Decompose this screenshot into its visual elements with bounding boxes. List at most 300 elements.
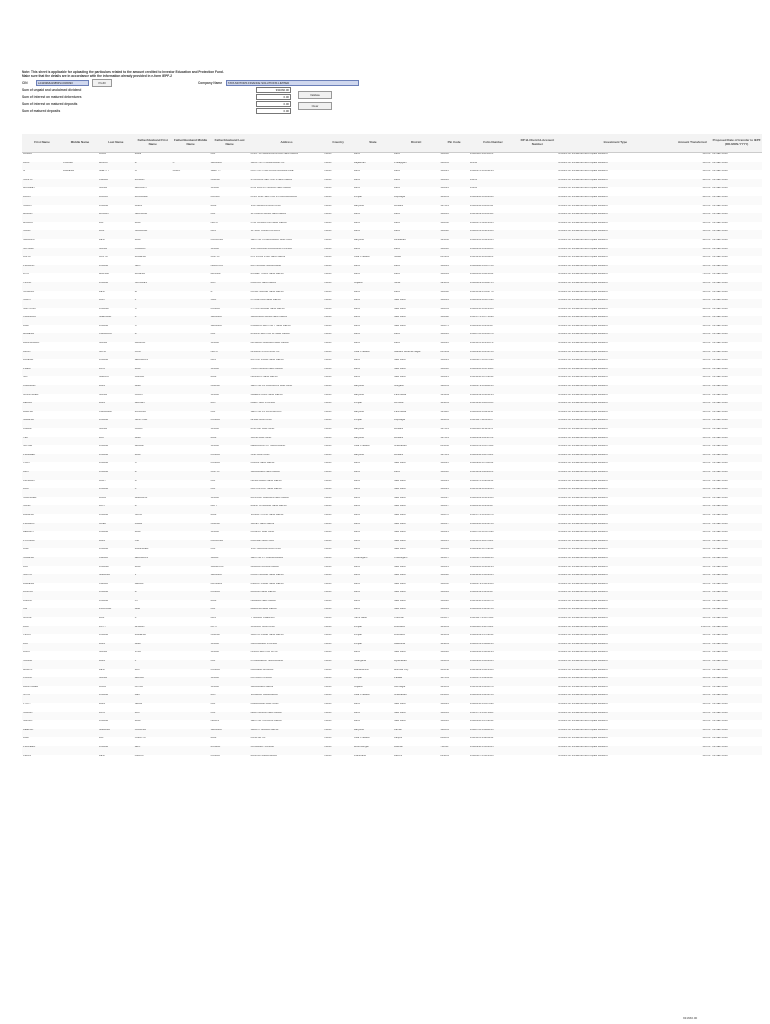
table-row[interactable] bbox=[22, 248, 762, 257]
table-cell: Delhi bbox=[353, 479, 360, 482]
table-row[interactable] bbox=[22, 720, 762, 729]
table-cell: RAKESH bbox=[23, 513, 34, 516]
table-cell bbox=[62, 600, 98, 609]
table-row[interactable] bbox=[22, 376, 762, 385]
table-cell: IN301151-14901234 bbox=[469, 737, 494, 740]
table-row[interactable] bbox=[22, 540, 762, 549]
table-cell: PRAKASH bbox=[98, 608, 134, 617]
table-cell bbox=[517, 162, 557, 171]
table-cell: DATT bbox=[210, 505, 250, 514]
table-cell: SUKHDEV bbox=[134, 282, 172, 291]
table-cell: RAM bbox=[210, 204, 217, 207]
table-cell: Mumbai City bbox=[393, 668, 409, 671]
table-cell: LAL bbox=[210, 213, 250, 222]
table-row[interactable] bbox=[22, 471, 762, 480]
table-cell: KUMAR bbox=[98, 204, 109, 207]
table-cell: JAGAT bbox=[134, 428, 143, 430]
table-row[interactable] bbox=[22, 282, 762, 291]
table-cell bbox=[62, 643, 98, 652]
table-cell: SWAROOP bbox=[210, 565, 225, 568]
table-cell: 03-SEP-2022 bbox=[712, 290, 728, 293]
table-row[interactable] bbox=[22, 291, 762, 300]
table-cell: New Delhi bbox=[393, 376, 406, 379]
table-row[interactable] bbox=[22, 299, 762, 308]
table-row[interactable] bbox=[22, 514, 762, 523]
table-cell: Delhi bbox=[393, 170, 400, 173]
table-cell: INDIA bbox=[324, 668, 332, 671]
table-cell: S bbox=[134, 324, 137, 327]
table-cell: 150.00 bbox=[673, 230, 711, 239]
table-cell bbox=[62, 342, 98, 351]
table-cell: IN301209-10045561 bbox=[469, 213, 517, 222]
table-cell bbox=[172, 273, 210, 282]
table-row[interactable] bbox=[22, 402, 762, 411]
table-cell bbox=[172, 694, 210, 703]
table-cell bbox=[517, 153, 557, 162]
table-cell: 143001 bbox=[439, 402, 469, 411]
table-row[interactable] bbox=[22, 480, 762, 489]
prefill-button[interactable]: Prefill bbox=[92, 79, 112, 87]
table-row[interactable] bbox=[22, 462, 762, 471]
table-cell: 150.00 bbox=[702, 634, 711, 637]
table-cell: Amount for unclaimed and unpaid dividend bbox=[558, 496, 608, 499]
table-cell: New Delhi bbox=[393, 591, 439, 600]
table-row[interactable] bbox=[22, 523, 762, 532]
table-cell: 03-SEP-2022 bbox=[712, 307, 728, 310]
table-cell: 110085 bbox=[439, 333, 469, 342]
table-cell: NATH bbox=[98, 351, 134, 360]
table-cell bbox=[172, 497, 210, 506]
table-row[interactable] bbox=[22, 746, 762, 755]
table-cell: Amount for unclaimed and unpaid dividend bbox=[558, 290, 608, 293]
table-cell: INDIA bbox=[323, 196, 353, 205]
table-cell: SURESH bbox=[22, 557, 62, 566]
table-cell: 150.00 bbox=[673, 591, 711, 600]
table-cell: Amount for unclaimed and unpaid dividend bbox=[558, 531, 608, 534]
table-cell: IN300940-10456789 bbox=[469, 351, 517, 360]
table-cell: 03-SEP-2022 bbox=[712, 496, 728, 499]
table-row[interactable] bbox=[22, 325, 762, 334]
table-cell: IN300450-14567890 bbox=[469, 703, 494, 705]
table-cell bbox=[172, 583, 210, 592]
table-cell: GANGA bbox=[134, 376, 145, 379]
table-cell: NARESH bbox=[22, 419, 62, 428]
table-cell: Panchkula bbox=[393, 393, 407, 396]
table-row[interactable] bbox=[22, 454, 762, 463]
table-row[interactable] bbox=[22, 351, 762, 360]
table-cell: R bbox=[134, 591, 172, 600]
table-cell: 121006 bbox=[440, 238, 449, 241]
table-cell: PRAKASH bbox=[210, 238, 223, 241]
table-cell: IN300394-11678901 bbox=[469, 454, 517, 463]
table-cell: KUMAR bbox=[98, 720, 109, 723]
table-cell: 110041 bbox=[440, 376, 449, 379]
table-cell: IN301209-14123456 bbox=[469, 668, 494, 671]
table-row[interactable] bbox=[22, 437, 762, 446]
table-cell: Amount for unclaimed and unpaid dividend bbox=[557, 333, 673, 342]
table-cell bbox=[172, 480, 210, 489]
table-cell bbox=[172, 660, 210, 669]
table-cell: LAL bbox=[210, 479, 216, 482]
table-cell: INDIA bbox=[323, 265, 353, 274]
table-row[interactable] bbox=[22, 316, 762, 325]
table-row[interactable] bbox=[22, 677, 762, 686]
table-cell bbox=[172, 746, 210, 755]
table-cell: PRADEEP bbox=[22, 454, 62, 463]
table-cell: 150.00 bbox=[702, 703, 711, 705]
table-cell: SINGH bbox=[210, 643, 250, 652]
table-row[interactable] bbox=[22, 187, 762, 196]
column-header: Country bbox=[323, 134, 353, 153]
table-cell: 110075 bbox=[440, 324, 449, 327]
table-row[interactable] bbox=[22, 213, 762, 222]
table-cell: SECTOR 4 ROHINI DELHI bbox=[250, 720, 282, 723]
table-cell: INDIA bbox=[323, 505, 353, 514]
table-cell: Amount for unclaimed and unpaid dividend bbox=[557, 454, 673, 463]
table-cell: SINGH bbox=[210, 342, 219, 345]
table-cell bbox=[172, 703, 210, 712]
table-row[interactable] bbox=[22, 634, 762, 643]
table-row[interactable] bbox=[22, 626, 762, 635]
table-row[interactable] bbox=[22, 755, 762, 764]
table-row[interactable] bbox=[22, 256, 762, 265]
table-cell: SURINDER bbox=[23, 496, 37, 499]
table-row[interactable] bbox=[22, 273, 762, 282]
table-cell: MANJEET bbox=[23, 187, 36, 190]
table-cell: M bbox=[134, 290, 137, 293]
table-cell: Amount for unclaimed and unpaid dividend bbox=[558, 668, 608, 671]
table-cell: C-45 JANAKPURI NEW DELHI bbox=[250, 221, 287, 224]
table-row[interactable] bbox=[22, 729, 762, 738]
table-row[interactable] bbox=[22, 548, 762, 557]
table-cell: 208001 bbox=[440, 737, 449, 740]
table-cell: INDIA bbox=[324, 152, 332, 155]
table-cell: 03-SEP-2022 bbox=[712, 204, 728, 207]
table-row[interactable] bbox=[22, 239, 762, 248]
table-cell bbox=[172, 454, 210, 463]
table-cell: INDIA bbox=[323, 677, 353, 686]
table-row[interactable] bbox=[22, 205, 762, 214]
table-cell: Punjab bbox=[353, 626, 393, 635]
table-cell: INDIA bbox=[324, 565, 332, 568]
table-cell: PRAVEEN bbox=[22, 746, 62, 755]
table-cell bbox=[517, 523, 557, 532]
table-row[interactable] bbox=[22, 669, 762, 678]
table-cell: MAHESH bbox=[22, 333, 62, 342]
table-cell: DAS bbox=[210, 359, 216, 362]
table-row[interactable] bbox=[22, 265, 762, 274]
table-cell: 110032 bbox=[439, 471, 469, 480]
column-header: Father/Husband Last Name bbox=[210, 134, 250, 153]
table-row[interactable] bbox=[22, 600, 762, 609]
table-row[interactable] bbox=[22, 591, 762, 600]
table-cell: 03-SEP-2022 bbox=[712, 170, 728, 173]
table-cell bbox=[62, 583, 98, 592]
table-row[interactable] bbox=[22, 153, 762, 162]
table-cell: INDIA bbox=[324, 170, 332, 173]
instruction-note-1: Note: This sheet is applicable for uploading the particulars related to the amount credited to Investor Education and Protection Fund. bbox=[22, 70, 224, 74]
table-row[interactable] bbox=[22, 342, 762, 351]
table-cell: DAS bbox=[210, 617, 216, 620]
table-cell: Amount for unclaimed and unpaid dividend bbox=[557, 746, 673, 755]
table-cell: 03-SEP-2022 bbox=[712, 651, 728, 654]
table-cell: BISHAN bbox=[134, 626, 172, 635]
table-cell bbox=[172, 205, 210, 214]
table-cell: Delhi bbox=[353, 316, 393, 325]
table-cell: Jamnagar bbox=[393, 685, 406, 688]
table-cell: 150.00 bbox=[702, 651, 711, 654]
table-cell bbox=[517, 514, 557, 523]
table-cell bbox=[517, 497, 557, 506]
table-row[interactable] bbox=[22, 694, 762, 703]
table-cell: Amount for unclaimed and unpaid dividend bbox=[557, 402, 673, 411]
table-cell: Bhiwani bbox=[393, 454, 439, 463]
table-cell: IN300940-15012345 bbox=[469, 746, 517, 755]
table-cell: AASHA bbox=[23, 152, 32, 155]
table-cell: LAL bbox=[210, 410, 216, 413]
table-row[interactable] bbox=[22, 643, 762, 652]
table-cell: 03-SEP-2022 bbox=[711, 694, 762, 703]
table-cell: JIT bbox=[134, 599, 139, 602]
table-row[interactable] bbox=[22, 428, 762, 437]
table-cell: Haryana bbox=[353, 454, 393, 463]
table-cell: New Delhi bbox=[393, 462, 406, 465]
table-cell: Haryana bbox=[353, 393, 364, 396]
table-cell: Delhi bbox=[353, 333, 393, 342]
table-row[interactable] bbox=[22, 394, 762, 403]
table-row[interactable] bbox=[22, 608, 762, 617]
table-cell: DILSHAD GARDEN NEW DELHI bbox=[250, 342, 289, 345]
table-cell bbox=[517, 703, 557, 712]
clear-button[interactable]: Clear bbox=[298, 102, 332, 110]
table-cell: RAJESH bbox=[134, 273, 145, 276]
table-cell: INDIA bbox=[323, 694, 353, 703]
table-cell: DAS bbox=[210, 230, 250, 239]
table-cell bbox=[172, 462, 210, 471]
table-cell bbox=[517, 480, 557, 489]
table-cell: 150.00 bbox=[673, 162, 711, 171]
table-cell: Amount for unclaimed and unpaid dividend bbox=[557, 677, 673, 686]
table-row[interactable] bbox=[22, 222, 762, 231]
table-cell: Amount for unclaimed and unpaid dividend bbox=[558, 462, 608, 465]
table-cell: 03-SEP-2022 bbox=[711, 608, 762, 617]
table-cell: 141003 bbox=[440, 634, 449, 637]
table-cell: Delhi bbox=[393, 213, 439, 222]
table-row[interactable] bbox=[22, 308, 762, 317]
table-cell: 150.00 bbox=[673, 694, 711, 703]
table-cell: SUBHASH bbox=[134, 230, 172, 239]
table-cell: Amount for unclaimed and unpaid dividend bbox=[557, 523, 673, 532]
table-cell: IN300484-13456789 bbox=[469, 608, 517, 617]
table-cell bbox=[517, 462, 557, 471]
table-cell: SONIPAT HARYANA bbox=[250, 626, 324, 635]
table-cell bbox=[62, 376, 98, 385]
table-cell: SINGH bbox=[98, 342, 108, 345]
table-cell: MALVIYA NAGAR NEW DELHI bbox=[250, 505, 324, 514]
table-cell: Kanpur bbox=[393, 737, 403, 740]
table-cell: Amount for unclaimed and unpaid dividend bbox=[557, 265, 673, 274]
table-cell bbox=[517, 737, 557, 746]
table-cell: NARAIN bbox=[98, 376, 109, 379]
table-cell bbox=[172, 230, 210, 239]
table-cell: HARI bbox=[134, 385, 172, 394]
table-cell: SIRSA HARYANA bbox=[250, 437, 324, 446]
table-cell bbox=[172, 179, 210, 188]
table-cell: Amount for unclaimed and unpaid dividend bbox=[558, 410, 608, 413]
table-cell: HARI NAGAR NEW DELHI bbox=[250, 712, 324, 721]
table-row[interactable] bbox=[22, 617, 762, 626]
table-row[interactable] bbox=[22, 566, 762, 575]
table-cell: KUMAR bbox=[210, 419, 250, 428]
table-cell: 150.00 bbox=[702, 256, 711, 259]
table-row[interactable] bbox=[22, 583, 762, 592]
table-cell: INDIA bbox=[324, 359, 332, 362]
table-cell: SHAKTI NAGAR DELHI bbox=[250, 729, 324, 738]
table-cell: HISAR HARYANA bbox=[250, 419, 324, 428]
table-cell: Amount for unclaimed and unpaid dividend bbox=[558, 651, 608, 654]
table-row[interactable] bbox=[22, 497, 762, 506]
table-cell: D-4 VIKAS PURI NEW DELHI bbox=[250, 256, 286, 259]
table-cell: INDIA bbox=[324, 204, 332, 207]
table-cell: IN301774-14678901 bbox=[469, 712, 517, 721]
table-cell: R bbox=[210, 290, 213, 293]
table-cell: RITU bbox=[23, 273, 30, 276]
table-row[interactable] bbox=[22, 368, 762, 377]
table-row[interactable] bbox=[22, 737, 762, 746]
table-cell: IN300214-11334455 bbox=[469, 248, 517, 257]
table-cell: Panchkula bbox=[393, 410, 407, 413]
table-row[interactable] bbox=[22, 445, 762, 454]
table-cell: 110025 bbox=[440, 170, 449, 173]
table-cell: RAJ bbox=[210, 694, 250, 703]
table-row[interactable] bbox=[22, 557, 762, 566]
table-row[interactable] bbox=[22, 488, 762, 497]
table-cell: SINGH bbox=[210, 445, 219, 448]
table-cell: 150.00 bbox=[702, 582, 711, 585]
table-cell bbox=[517, 505, 557, 514]
table-cell: HARI bbox=[134, 643, 172, 652]
table-cell: AMRITSAR PUNJAB bbox=[250, 402, 324, 411]
table-cell: INDIA bbox=[323, 574, 353, 583]
table-cell: PATIALA PUNJAB bbox=[250, 677, 324, 686]
table-cell: JYOTI bbox=[23, 703, 31, 705]
table-row[interactable] bbox=[22, 419, 762, 428]
table-row[interactable] bbox=[22, 574, 762, 583]
validate-button[interactable]: Validate bbox=[298, 91, 332, 99]
table-cell: RANI bbox=[98, 660, 134, 669]
table-cell: INDIA bbox=[324, 393, 332, 396]
company-name-input[interactable]: TATA MOTORS FINANCE SOLUTIONS LIMITED bbox=[226, 80, 359, 86]
table-row[interactable] bbox=[22, 651, 762, 660]
table-row[interactable] bbox=[22, 531, 762, 540]
table-cell: IN300476-14234567 bbox=[469, 677, 517, 686]
table-cell bbox=[517, 566, 557, 575]
table-cell: Amount for unclaimed and unpaid dividend bbox=[557, 162, 673, 171]
table-cell: IN300940-12789012 bbox=[469, 548, 494, 551]
table-row[interactable] bbox=[22, 712, 762, 721]
table-cell: 03-SEP-2022 bbox=[711, 368, 762, 377]
table-cell: NARELA NEW DELHI bbox=[250, 599, 276, 602]
table-cell: 150.00 bbox=[702, 342, 711, 345]
table-row[interactable] bbox=[22, 196, 762, 205]
table-row[interactable] bbox=[22, 170, 762, 179]
table-cell: SINGH bbox=[98, 248, 134, 257]
table-row[interactable] bbox=[22, 385, 762, 394]
table-cell: Amount for unclaimed and unpaid dividend bbox=[557, 351, 673, 360]
table-row[interactable] bbox=[22, 162, 762, 171]
table-cell: Bhiwani bbox=[393, 204, 404, 207]
table-cell bbox=[172, 523, 210, 532]
table-cell: Gurgaon bbox=[393, 385, 439, 394]
table-cell: SINGH bbox=[210, 393, 219, 396]
table-row[interactable] bbox=[22, 359, 762, 368]
table-cell: KUMAR bbox=[98, 591, 134, 600]
table-cell bbox=[172, 540, 210, 549]
table-cell: 03-SEP-2022 bbox=[711, 351, 762, 360]
table-cell: New Delhi bbox=[393, 651, 406, 654]
table-cell bbox=[517, 248, 557, 257]
table-cell: New Delhi bbox=[393, 307, 406, 310]
table-row[interactable] bbox=[22, 660, 762, 669]
table-row[interactable] bbox=[22, 703, 762, 712]
table-row[interactable] bbox=[22, 333, 762, 342]
table-cell: 110084 bbox=[439, 591, 469, 600]
table-cell bbox=[172, 222, 210, 231]
table-cell: Delhi bbox=[353, 599, 360, 602]
table-cell: Amount for unclaimed and unpaid dividend bbox=[557, 505, 673, 514]
table-cell: SINGH bbox=[210, 248, 250, 257]
cin-input[interactable]: L24299MH1985PLC036093 bbox=[36, 80, 89, 86]
table-cell: SUDHA bbox=[22, 660, 62, 669]
table-cell: Delhi bbox=[393, 179, 439, 188]
table-row[interactable] bbox=[22, 230, 762, 239]
table-cell: Delhi bbox=[353, 376, 360, 379]
table-cell bbox=[62, 651, 98, 660]
table-cell: INDIA bbox=[323, 402, 353, 411]
table-cell: IN300239-10901234 bbox=[469, 393, 494, 396]
table-cell: 150.00 bbox=[702, 531, 711, 534]
table-cell: SHAHDARA NEW DELHI bbox=[250, 471, 324, 480]
table-cell bbox=[62, 437, 98, 446]
table-cell bbox=[62, 548, 98, 557]
table-cell: MAHESH bbox=[134, 634, 146, 637]
table-cell: New Delhi bbox=[393, 608, 439, 617]
table-row[interactable] bbox=[22, 411, 762, 420]
table-row[interactable] bbox=[22, 686, 762, 695]
instruction-note-2: Make sure that the details are in accordance with the information already provided in e-form IEPF-2 bbox=[22, 74, 173, 79]
table-cell bbox=[517, 600, 557, 609]
table-cell: Haryana bbox=[353, 437, 393, 446]
table-cell: Punjab bbox=[353, 402, 393, 411]
table-cell: 03-SEP-2022 bbox=[711, 162, 762, 171]
table-row[interactable] bbox=[22, 505, 762, 514]
table-cell: 03-SEP-2022 bbox=[712, 634, 728, 637]
table-cell: RAM bbox=[210, 737, 217, 740]
table-cell: PRAMILA bbox=[22, 523, 62, 532]
table-cell: 150.00 bbox=[673, 351, 711, 360]
table-cell: 150.00 bbox=[673, 488, 711, 497]
table-cell: 150.00 bbox=[673, 248, 711, 257]
table-cell: Amount for unclaimed and unpaid dividend bbox=[558, 703, 608, 705]
table-cell: IN301549-15566778 bbox=[469, 290, 494, 293]
table-cell: 32 KAROL BAGH NEW DELHI bbox=[250, 213, 324, 222]
table-cell bbox=[172, 651, 210, 660]
table-row[interactable] bbox=[22, 179, 762, 188]
table-cell: 300.00 bbox=[702, 238, 711, 241]
table-cell: SHARMA bbox=[98, 574, 134, 583]
table-cell: T NAGAR CHENNAI bbox=[250, 617, 275, 620]
table-cell: Faridabad bbox=[393, 238, 406, 241]
